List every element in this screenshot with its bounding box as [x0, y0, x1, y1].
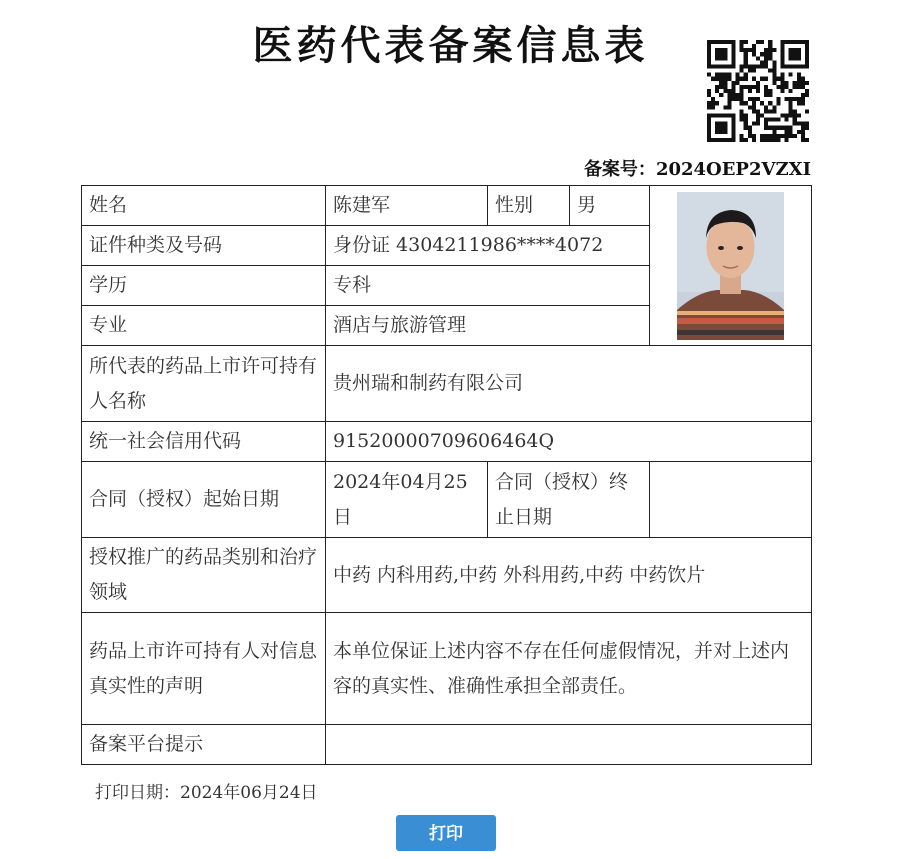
platform-tips-value: [326, 725, 812, 765]
name-label: 姓名: [82, 186, 326, 226]
category-value: 中药 内科用药,中药 外科用药,中药 中药饮片: [326, 538, 812, 613]
table-row: [82, 186, 812, 226]
end-date-label: 合同（授权）终止日期: [488, 462, 650, 538]
table-row: [82, 538, 812, 613]
table-row: [82, 725, 812, 765]
table-row: [82, 462, 812, 538]
credit-code-label: 统一社会信用代码: [82, 422, 326, 462]
record-number: [584, 155, 811, 181]
gender-label: 性别: [488, 186, 570, 226]
id-value: 身份证 4304211986****4072: [326, 226, 650, 266]
major-label: 专业: [82, 306, 326, 346]
print-button[interactable]: 打印: [396, 815, 496, 851]
platform-tips-label: 备案平台提示: [82, 725, 326, 765]
end-date-value: [650, 462, 812, 538]
start-date-label: 合同（授权）起始日期: [82, 462, 326, 538]
print-date: 打印日期：2024年06月24日: [95, 783, 318, 803]
page-title: 医药代表备案信息表: [252, 23, 649, 69]
table-row: [82, 346, 812, 422]
holder-label: 所代表的药品上市许可持有人名称: [82, 346, 326, 422]
table-row: [82, 613, 812, 725]
person-photo: [677, 192, 784, 340]
record-number-value: 2024OEP2VZXI: [655, 159, 811, 180]
credit-code-value: 91520000709606464Q: [326, 422, 812, 462]
education-value: 专科: [326, 266, 650, 306]
declaration-value: 本单位保证上述内容不存在任何虚假情况，并对上述内容的真实性、准确性承担全部责任。: [326, 613, 812, 725]
gender-value: 男: [570, 186, 650, 226]
category-label: 授权推广的药品类别和治疗领域: [82, 538, 326, 613]
table-row: [82, 422, 812, 462]
id-label: 证件种类及号码: [82, 226, 326, 266]
holder-value: 贵州瑞和制药有限公司: [326, 346, 812, 422]
info-table: [81, 185, 812, 765]
major-value: 酒店与旅游管理: [326, 306, 650, 346]
start-date-value: 2024年04月25日: [326, 462, 488, 538]
qr-code-icon: [707, 40, 809, 142]
declaration-label: 药品上市许可持有人对信息真实性的声明: [82, 613, 326, 725]
record-number-label: 备案号：: [583, 159, 656, 180]
education-label: 学历: [82, 266, 326, 306]
photo-cell: [650, 186, 812, 346]
name-value: 陈建军: [326, 186, 488, 226]
